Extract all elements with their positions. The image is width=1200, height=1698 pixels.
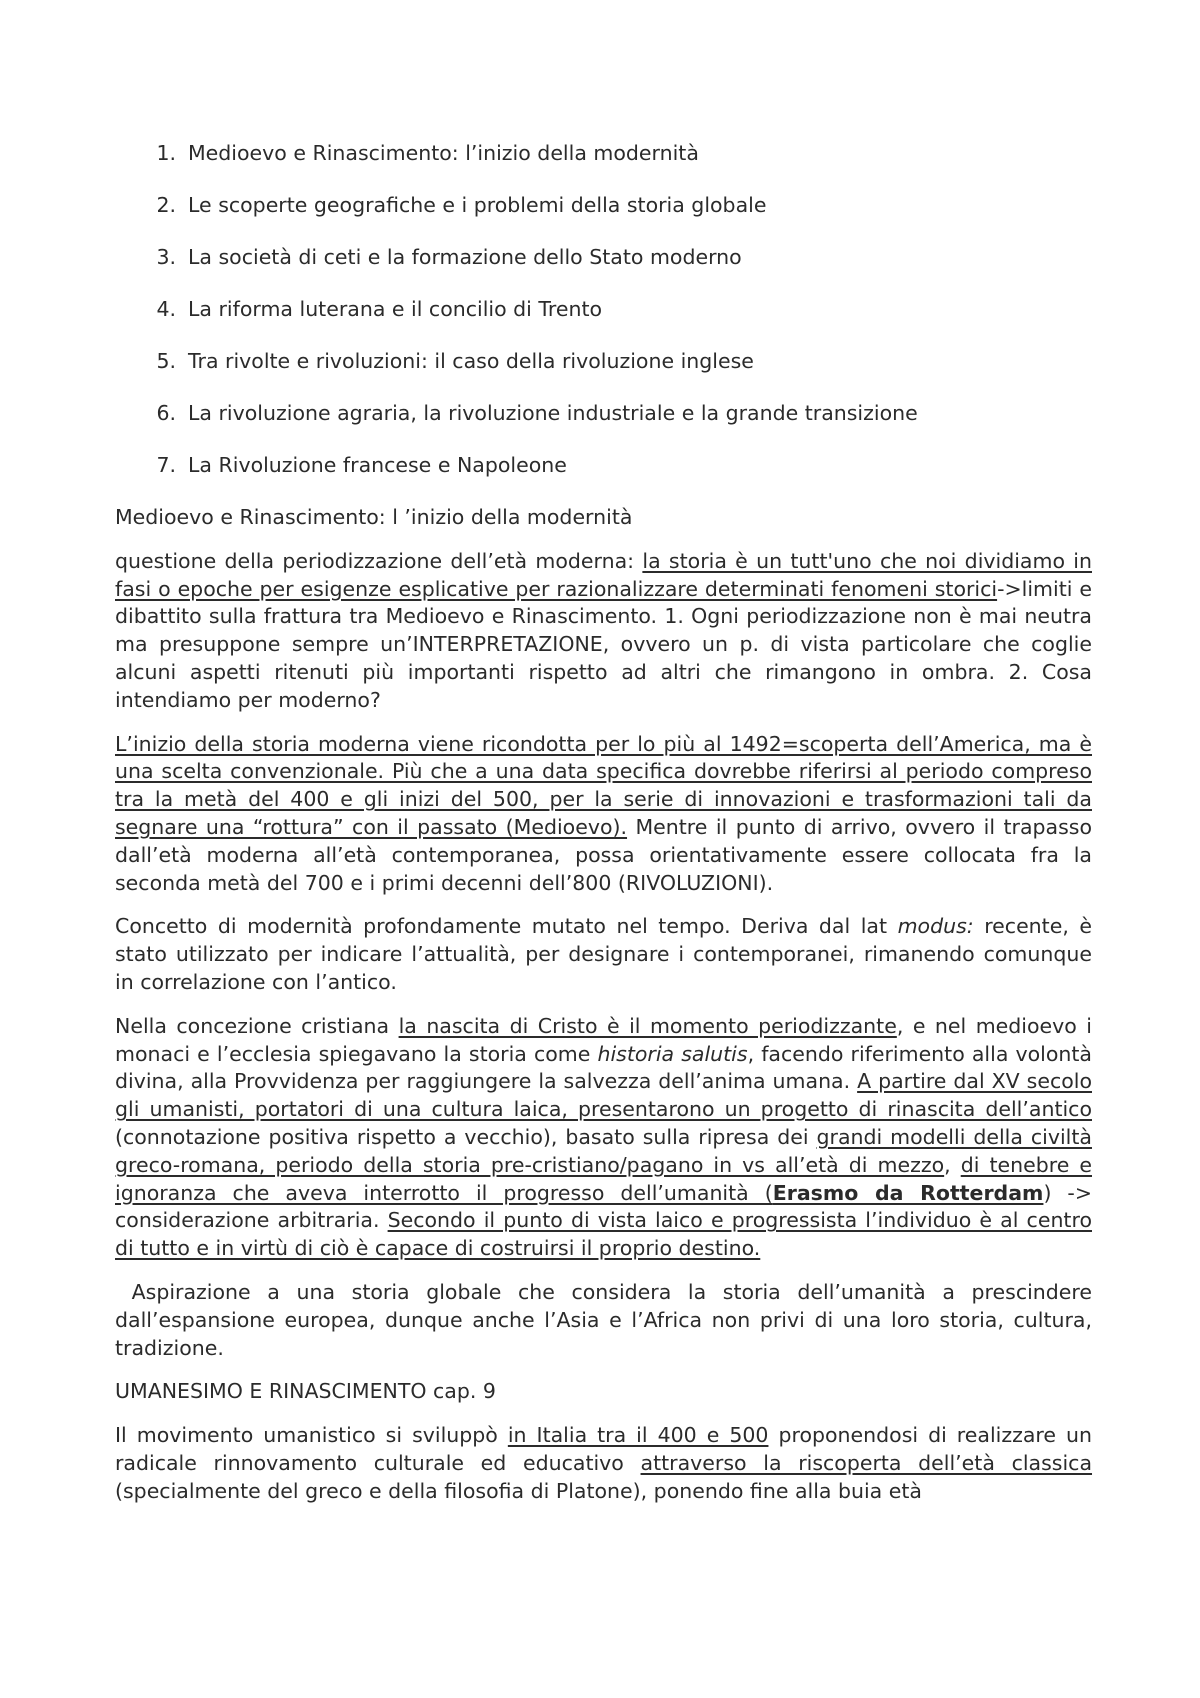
- toc-item: [115, 140, 1092, 192]
- underlined-text: la nascita di Cristo è il momento periodizzante: [398, 1013, 897, 1038]
- toc-number: 2.: [156, 193, 176, 217]
- underlined-text: la storia è un tutt'uno che noi dividiamo in fasi o epoche per esigenze esplicative per razionalizzare determinati fenomeni storici: [115, 548, 1092, 601]
- paragraph-global-history: Aspirazione a una storia globale che considera la storia dell’umanità a prescindere dall’espansione europea, dunque anche l’Asia e l’Africa non privi di una loro storia, cultura, tradizione.: [115, 1279, 1099, 1360]
- paragraph-modern-start: L’inizio della storia moderna viene ricondotta per lo più al 1492=scoperta dell’America, ma è una scelta convenzionale. Più che a una data specifica dovrebbe riferirsi al periodo compreso tra la metà del 400 e gli inizi del 500, per la serie di innovazioni e trasformazioni tali da segnare una “rottura” con il passato (Medioevo). Mentre il punto di arrivo, ovvero il trapasso dall’età moderna all’età contemporanea, possa orientativamente essere collocata fra la seconda metà del 700 e i primi decenni dell’800 (RIVOLUZIONI).: [115, 731, 1093, 895]
- toc-item: [115, 244, 1092, 296]
- underlined-text: in Italia tra il 400 e 500: [507, 1423, 769, 1448]
- section-heading: UMANESIMO E RINASCIMENTO cap. 9: [115, 1379, 496, 1404]
- italic-text: historia salutis: [597, 1041, 748, 1066]
- toc-text: La Rivoluzione francese e Napoleone: [188, 453, 567, 477]
- underlined-text: Secondo il punto di vista laico e progressista l’individuo è al centro di tutto e in virtù di ciò è capace di costruirsi il proprio destino.: [115, 1208, 1092, 1261]
- toc-number: 6.: [156, 401, 176, 425]
- toc-text: Le scoperte geografiche e i problemi della storia globale: [188, 193, 767, 217]
- paragraph-modernity-concept: Concetto di modernità profondamente mutato nel tempo. Deriva dal lat modus: recente, è stato utilizzato per indicare l’attualità, per designare i contemporanei, rimanendo comunque in correlazione con l’antico.: [115, 914, 1092, 994]
- toc-text: La riforma luterana e il concilio di Trento: [188, 297, 603, 321]
- toc-number: 4.: [156, 297, 176, 321]
- toc-number: 3.: [156, 245, 176, 269]
- paragraph-christian-conception: Nella concezione cristiana la nascita di Cristo è il momento periodizzante, e nel medioevo i monaci e l’ecclesia spiegavano la storia come historia salutis, facendo riferimento alla volontà divina, alla Provvidenza per raggiungere la salvezza dell’anima umana. A partire dal XV secolo gli umanisti, portatori di una cultura laica, presentarono un progetto di rinascita dell’antico (connotazione positiva rispetto a vecchio), basato sulla ripresa dei grandi modelli della civiltà greco-romana, periodo della storia pre-cristiano/pagano in vs all’età di mezzo, di tenebre e ignoranza che aveva interrotto il progresso dell’umanità (Erasmo da Rotterdam) -> considerazione arbitraria. Secondo il punto di vista laico e progressista l’individuo è al centro di tutto e in virtù di ciò è capace di costruirsi il proprio destino.: [115, 1013, 1093, 1261]
- toc-item: [115, 296, 1092, 348]
- underlined-text: attraverso la riscoperta dell’età classica: [640, 1450, 1093, 1475]
- toc-item: [115, 400, 1092, 452]
- table-of-contents: [115, 140, 1092, 492]
- section-heading: Medioevo e Rinascimento: l ’inizio della modernità: [115, 505, 633, 529]
- document-page: [115, 140, 1099, 1522]
- underlined-text: A partire dal XV secolo gli umanisti, portatori di una cultura laica, presentarono un progetto di rinascita dell’antico: [115, 1069, 1092, 1122]
- paragraph-periodization: questione della periodizzazione dell’età moderna: la storia è un tutt'uno che noi dividiamo in fasi o epoche per esigenze esplicative per razionalizzare determinati fenomeni storici->limiti e dibattito sulla frattura tra Medioevo e Rinascimento. 1. Ogni periodizzazione non è mai neutra ma presuppone sempre un’INTERPRETAZIONE, ovvero un p. di vista particolare che coglie alcuni aspetti ritenuti più importanti rispetto ad altri che rimangono in ombra. 2. Cosa intendiamo per moderno?: [115, 548, 1092, 712]
- toc-item: [115, 348, 1092, 400]
- toc-number: 7.: [156, 453, 176, 477]
- toc-text: La rivoluzione agraria, la rivoluzione industriale e la grande transizione: [188, 401, 918, 425]
- toc-item: [115, 192, 1092, 244]
- toc-text: Tra rivolte e rivoluzioni: il caso della rivoluzione inglese: [188, 349, 754, 373]
- underlined-text: L’inizio della storia moderna viene ricondotta per lo più al 1492=scoperta dell’America, ma è una scelta convenzionale. Più che a una data specifica dovrebbe riferirsi al periodo compreso tra la metà del 400 e gli inizi del 500, per la serie di innovazioni e trasformazioni tali da segnare una “rottura” con il passato (Medioevo).: [115, 731, 1092, 839]
- toc-number: 1.: [156, 141, 176, 165]
- underlined-text: grandi modelli della civiltà greco-romana, periodo della storia pre-cristiano/pagano in vs all’età di mezzo: [115, 1124, 1092, 1177]
- underlined-text: di tenebre e ignoranza che aveva interrotto il progresso dell’umanità (Erasmo da Rotterdam: [115, 1152, 1092, 1205]
- toc-item: [115, 452, 1092, 492]
- italic-text: modus:: [897, 914, 974, 939]
- toc-text: Medioevo e Rinascimento: l’inizio della modernità: [188, 141, 699, 165]
- bold-text: Erasmo da Rotterdam: [772, 1180, 1044, 1205]
- toc-number: 5.: [156, 349, 176, 373]
- paragraph-humanism: Il movimento umanistico si sviluppò in Italia tra il 400 e 500 proponendosi di realizzare un radicale rinnovamento culturale ed educativo attraverso la riscoperta dell’età classica (specialmente del greco e della filosofia di Platone), ponendo fine alla buia età: [115, 1423, 1093, 1503]
- toc-text: La società di ceti e la formazione dello Stato moderno: [188, 245, 742, 269]
